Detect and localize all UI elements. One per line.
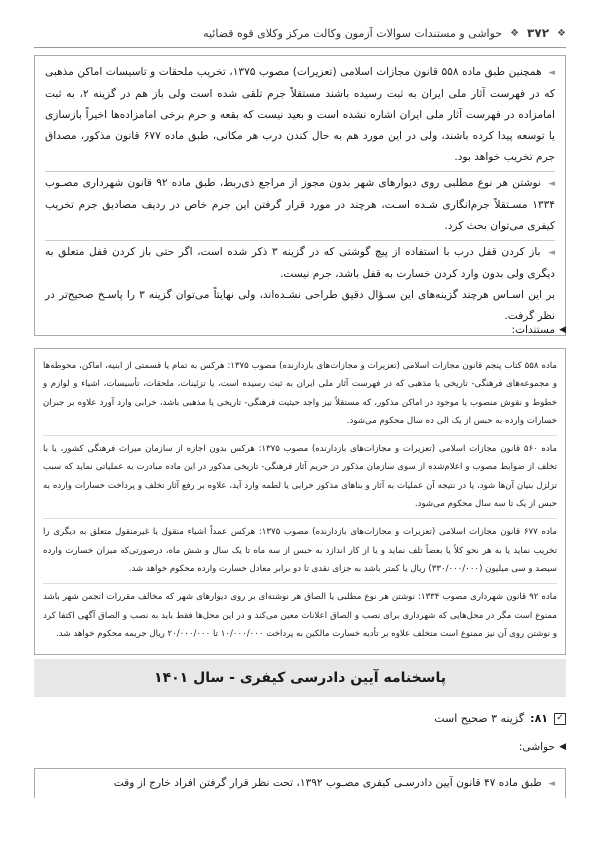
ornament-icon: ❖ <box>557 27 566 39</box>
references-box <box>34 348 566 655</box>
ornament-icon: ❖ <box>510 27 520 39</box>
bullet-icon: ◄ <box>548 179 555 189</box>
commentary-box <box>34 768 566 798</box>
answer-text: گزینه ۳ صحیح است <box>434 712 525 725</box>
answer-row <box>434 712 566 725</box>
commentary-paragraph: ◄ نوشتن هر نوع مطلبی روی دیوارهای شهر بدون مجوز از مراجع ذی‌ربط، طبق ماده ۹۲ قانون شهرداری مصـوب ۱۳۳۴ مسـتقلاً جرم‌انگاری شـده اسـت، هرچند در مورد قرار گرفتن این جرم خاص در ردیف مصادیق جرم تخریب کیفری می‌توان بحث کرد. <box>45 177 555 232</box>
question-number: ۸۱: <box>530 712 548 725</box>
commentary-paragraph: طبق ماده ۴۷ قانون آیین دادرسـی کیفری مصـوب ۱۳۹۲، تحت نظر قرار گرفتن افراد خارج از وقت <box>113 777 542 789</box>
commentary-paragraph: ◄ باز کردن قفل درب با استفاده از پیچ گوشتی که در گزینه ۳ ذکر شده است، اگر حتی باز کردن قفل متعلق به دیگری ولی بدون وارد کردن خسارت به قفل باشد، جرم نیست. <box>45 246 555 280</box>
arrow-left-icon: ◀ <box>559 325 566 335</box>
reference-item: ماده ۶۷۷ قانون مجازات اسلامی (تعزیرات و مجازات‌های بازدارنده) مصوب ۱۳۷۵: هرکس عمداً اشیاء منقول یا غیرمنقول متعلق به دیگری را تخریب نماید یا به هر نحو کلاً یا بعضاً تلف نماید و یا از کار اندازد به حبس از سه ماه تا یک سال و شش ماه، درصورتی‌که میزان خسارت وارده سیصد و سی میلیون (۳۳۰/۰۰۰/۰۰۰) ریال یا کمتر باشد به جزای نقدی تا دو برابر معادل خسارت وارده محکوم خواهد شد. <box>43 518 557 583</box>
commentary-paragraph: بر این اسـاس هرچند گزینه‌های این سـؤال دقیق طراحی نشـده‌اند، ولی نهایتاً می‌توان گزینه ۳ را پاسـخ صحیح‌تر در نظر گرفت. <box>45 289 555 322</box>
bullet-icon: ◄ <box>548 779 555 789</box>
commentary-paragraph: ◄ همچنین طبق ماده ۵۵۸ قانون مجازات اسلامی (تعزیرات) مصوب ۱۳۷۵، تخریب ملحقات و تاسیسات اماکن مذهبی که در فهرست آثار ملی ایران به ثبت رسیده باشند مستقلاً جرم تلقی شده است ولی باز هم در گزینه ۲، به ثبت امامزاده در فهرست آثار ملی ایران اشاره نشده است و بعید نیست که بقعه و حرم برخی امامزاده‌ها اخیراً بازسازی یا توسعه پیدا کرده باشند، ولی در این مورد هم به حال کندن درب هر مکانی، طبق ماده ۶۷۷ قانون مذکور، مصداق جرم تخریب خواهد بود. <box>45 66 556 163</box>
checkbox-icon: ✓ <box>554 713 566 725</box>
reference-item: ماده ۹۲ قانون شهرداری مصوب ۱۳۳۴: نوشتن هر نوع مطلبی یا الصاق هر نوشته‌ای بر روی دیوارهای شهر که مخالف مقررات انجمن شهر باشد ممنوع است مگر در محل‌هایی که شهرداری برای نصب و الصاق اعلانات معین می‌کند و در این محل‌ها فقط باید به نصب و الصاق آگهی اکتفا کرد و نوشتن روی آن نیز ممنوع است متخلف علاوه بر تأدیه خسارت مالکین به پرداخت ۱۰/۰۰۰/۰۰۰ تا ۲۰/۰۰۰/۰۰۰ ریال جریمه محکوم خواهد شد. <box>43 583 557 648</box>
section-title: پاسخنامه آیین دادرسی کیفری - سال ۱۴۰۱ <box>34 659 566 697</box>
reference-item: ماده ۵۵۸ کتاب پنجم قانون مجازات اسلامی (تعزیرات و مجازات‌های بازدارنده) مصوب ۱۳۷۵: هرکس به تمام یا قسمتی از ابنیه، اماکن، محوطه‌ها و مجموعه‌های فرهنگی- تاریخی یا مذهبی که در فهرست آثار ملی ایران به ثبت رسیده است، یا تزئینات، ملحقات، تأسیسات، اشیاء و لوازم و خطوط و نقوش منصوب یا موجود در اماکن مذکور، که مستقلاً نیز واجد حیثیت فرهنگی- تاریخی یا مذهبی باشد، خرابی وارد آورد علاوه بر جبران خسارات وارده به حبس از یک الی ده سال محکوم می‌شود. <box>43 361 557 426</box>
arrow-left-icon: ◀ <box>559 742 566 752</box>
running-title: حواشی و مستندات سوالات آزمون وکالت مرکز وکلای قوه قضائیه <box>203 26 503 40</box>
bullet-icon: ◄ <box>548 248 555 258</box>
page-header <box>34 22 566 44</box>
page-number: ۳۷۲ <box>527 26 550 40</box>
header-divider <box>34 47 566 48</box>
references-label: ◀ مستندات: <box>511 324 566 336</box>
reference-item: ماده ۵۶۰ قانون مجازات اسلامی (تعزیرات و مجازات‌های بازدارنده) مصوب ۱۳۷۵: هرکس بدون اجازه از سازمان میراث فرهنگی کشور، یا با تخلف از ضوابط مصوب و اعلام‌شده از سوی سازمان مذکور در حریم آثار فرهنگی- تاریخی مذکور در این ماده مبادرت به عملیاتی نماید که سبب تزلزل بنیان آن‌ها شود، یا در نتیجه آن عملیات به آثار و بناهای مذکور خرابی یا لطمه وارد آید، علاوه بر رفع آثار تخلف و پرداخت خسارات وارده به حبس از یک تا سه سال محکوم می‌شود. <box>43 435 557 518</box>
divider <box>45 171 555 172</box>
margins-label: ◀ حواشی: <box>518 741 566 753</box>
bullet-icon: ◄ <box>548 68 555 78</box>
divider <box>45 240 555 241</box>
commentary-box <box>34 55 566 336</box>
